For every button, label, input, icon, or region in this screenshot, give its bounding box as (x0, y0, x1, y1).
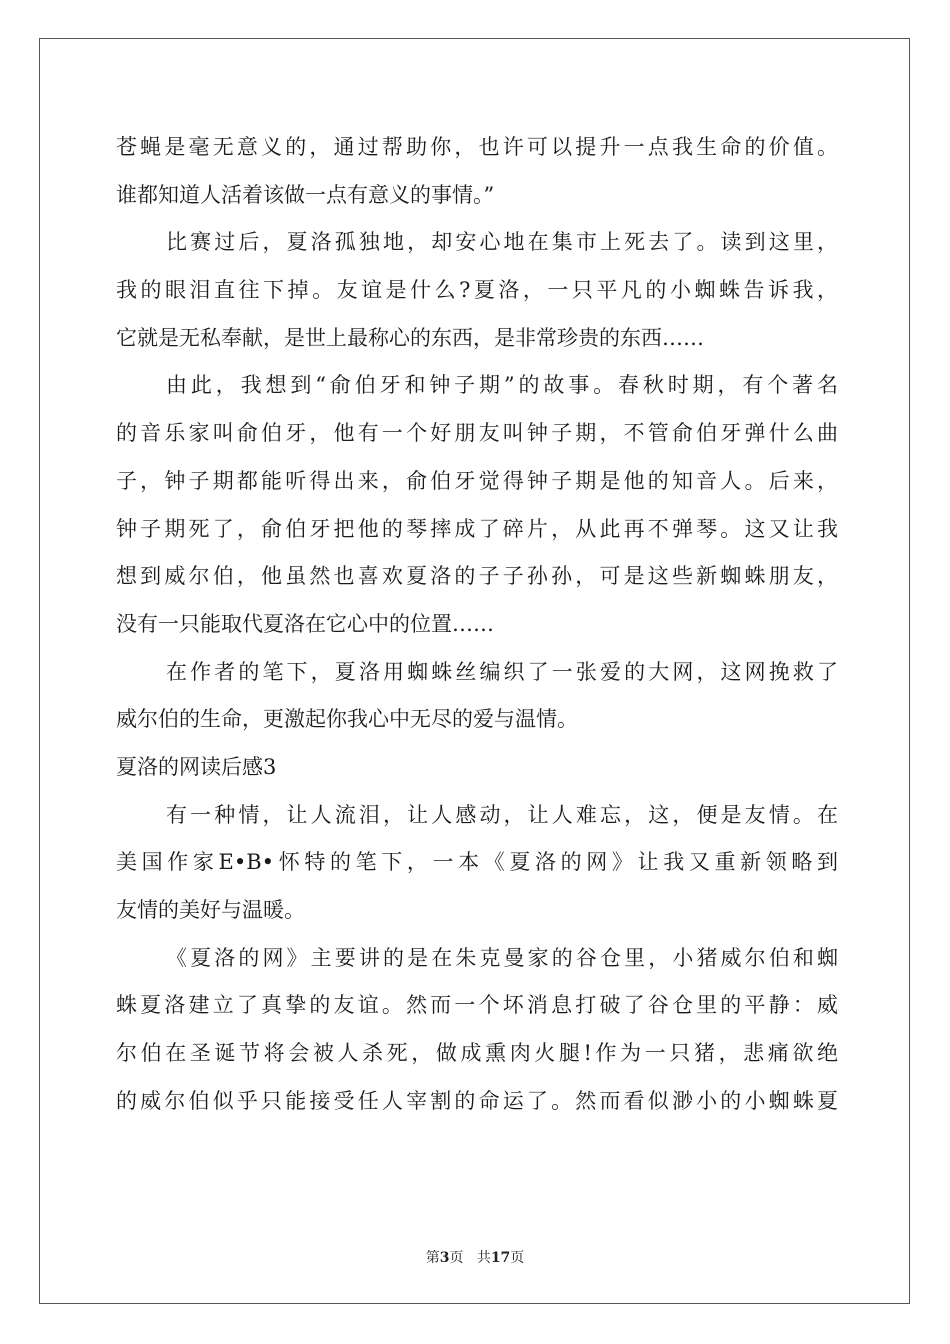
footer-total-prefix: 共 (476, 1250, 491, 1266)
text-line: 《夏洛的网》主要讲的是在朱克曼家的谷仓里，小猪威尔伯和蜘 (166, 945, 838, 970)
page-footer (0, 1247, 950, 1267)
text-line: 想到威尔伯，他虽然也喜欢夏洛的子子孙孙，可是这些新蜘蛛朋友， (116, 564, 838, 589)
footer-page-unit: 页 (449, 1250, 464, 1266)
text-line: 谁都知道人活着该做一点有意义的事情。” (116, 182, 495, 207)
text-line: 的音乐家叫俞伯牙，他有一个好朋友叫钟子期，不管俞伯牙弹什么曲 (116, 421, 838, 446)
text-line: 夏洛的网读后感3 (116, 754, 277, 779)
text-line: 有一种情，让人流泪，让人感动，让人难忘，这，便是友情。在 (166, 802, 838, 827)
text-line: 它就是无私奉献，是世上最称心的东西，是非常珍贵的东西…… (116, 325, 704, 350)
document-body (116, 124, 838, 1125)
text-line: 钟子期死了，俞伯牙把他的琴摔成了碎片，从此再不弹琴。这又让我 (116, 516, 838, 541)
text-line: 威尔伯的生命，更激起你我心中无尽的爱与温情。 (116, 707, 578, 732)
text-line: 在作者的笔下，夏洛用蜘蛛丝编织了一张爱的大网，这网挽救了 (166, 659, 838, 684)
text-line: 子，钟子期都能听得出来，俞伯牙觉得钟子期是他的知音人。后来， (116, 468, 838, 493)
text-line: 我的眼泪直往下掉。友谊是什么?夏洛，一只平凡的小蜘蛛告诉我， (116, 278, 838, 303)
text-line: 比赛过后，夏洛孤独地，却安心地在集市上死去了。读到这里， (166, 230, 838, 255)
text-line: 友情的美好与温暖。 (116, 898, 305, 922)
text-line: 没有一只能取代夏洛在它心中的位置…… (116, 611, 494, 636)
total-page-number: 17 (490, 1250, 511, 1266)
text-line: 蛛夏洛建立了真挚的友谊。然而一个坏消息打破了谷仓里的平静：威 (116, 993, 838, 1018)
text-line: 美国作家E•B•怀特的笔下，一本《夏洛的网》让我又重新领略到 (116, 850, 838, 875)
current-page-number: 3 (439, 1250, 450, 1266)
text-line: 由此，我想到“俞伯牙和钟子期”的故事。春秋时期，有个著名 (166, 373, 838, 398)
text-line: 苍蝇是毫无意义的，通过帮助你，也许可以提升一点我生命的价值。 (116, 135, 838, 159)
footer-prefix: 第 (425, 1250, 440, 1266)
text-line: 尔伯在圣诞节将会被人杀死，做成熏肉火腿!作为一只猪，悲痛欲绝 (116, 1041, 838, 1066)
footer-total-unit: 页 (510, 1250, 525, 1266)
text-line: 的威尔伯似乎只能接受任人宰割的命运了。然而看似渺小的小蜘蛛夏 (116, 1088, 838, 1113)
